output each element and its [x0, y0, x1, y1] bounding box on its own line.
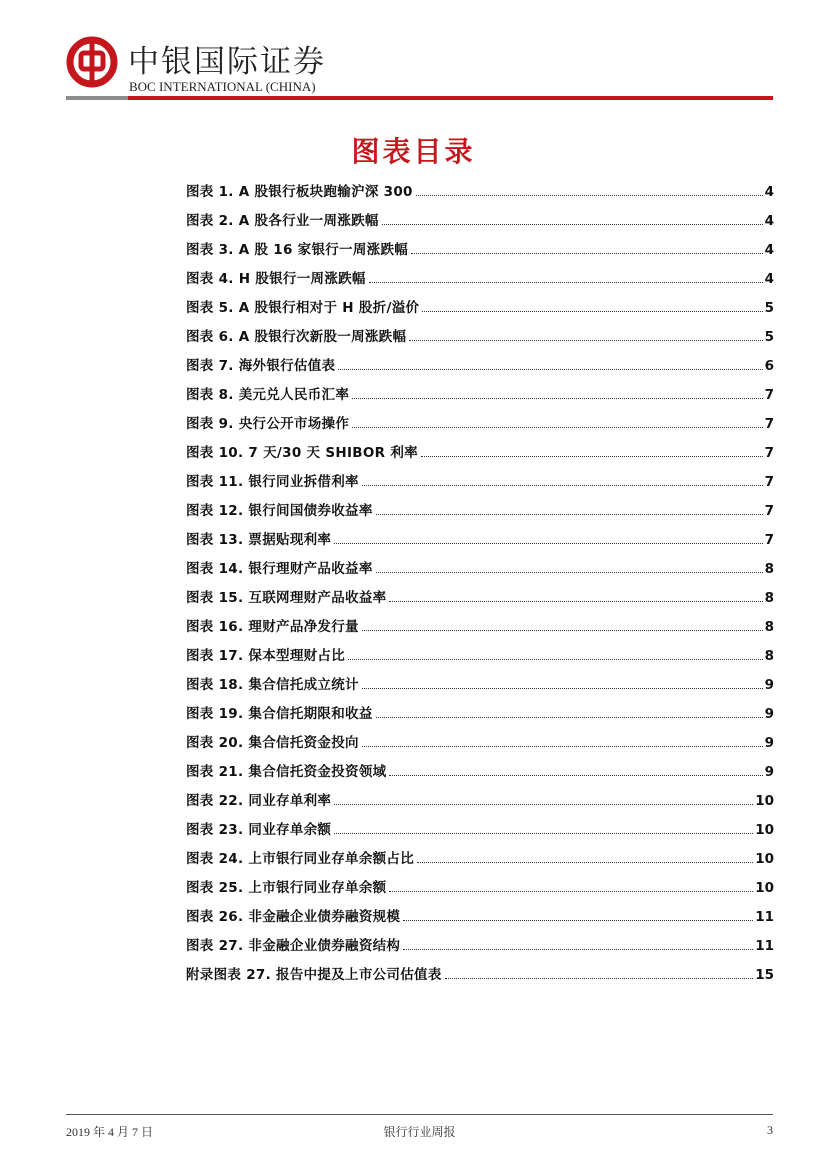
toc-entry[interactable] [186, 818, 774, 847]
toc-entry-label[interactable]: 图表 27. 非金融企业债券融资结构 [186, 938, 401, 954]
toc-entry-page[interactable]: 11 [755, 938, 774, 954]
toc-leader-dots [362, 746, 763, 747]
toc-leader-dots [382, 224, 763, 225]
toc-entry[interactable] [186, 325, 774, 354]
toc-entry-page[interactable]: 10 [755, 793, 774, 809]
toc-entry-label[interactable]: 图表 16. 理财产品净发行量 [186, 619, 359, 635]
toc-entry[interactable] [186, 296, 774, 325]
toc-entry-label[interactable]: 图表 25. 上市银行同业存单余额 [186, 880, 387, 896]
toc-entry[interactable] [186, 876, 774, 905]
toc-entry-label[interactable]: 图表 26. 非金融企业债券融资规模 [186, 909, 401, 925]
toc-entry-label[interactable]: 图表 1. A 股银行板块跑输沪深 300 [186, 184, 413, 200]
toc-entry-label[interactable]: 图表 5. A 股银行相对于 H 股折/溢价 [186, 300, 420, 316]
toc-entry-label[interactable]: 图表 8. 美元兑人民币汇率 [186, 387, 350, 403]
brand-name-cn: 中银国际证券 [128, 44, 326, 80]
toc-leader-dots [417, 862, 753, 863]
toc-leader-dots [362, 630, 763, 631]
header [66, 32, 773, 102]
toc-entry-page[interactable]: 6 [764, 358, 774, 374]
toc-entry-label[interactable]: 图表 17. 保本型理财占比 [186, 648, 346, 664]
toc-entry-page[interactable]: 4 [764, 213, 774, 229]
toc-entry[interactable] [186, 267, 774, 296]
toc-leader-dots [362, 485, 763, 486]
toc-entry[interactable] [186, 905, 774, 934]
toc-leader-dots [352, 427, 762, 428]
toc-entry-page[interactable]: 4 [764, 242, 774, 258]
toc-entry[interactable] [186, 441, 774, 470]
toc-leader-dots [411, 253, 763, 254]
toc-entry-label[interactable]: 图表 11. 银行同业拆借利率 [186, 474, 359, 490]
toc-leader-dots [338, 369, 762, 370]
toc-list [186, 180, 774, 992]
toc-entry[interactable] [186, 499, 774, 528]
toc-entry[interactable] [186, 789, 774, 818]
footer-report-name: 银行行业周报 [383, 1125, 456, 1139]
toc-entry-page[interactable]: 5 [764, 329, 774, 345]
toc-entry-page[interactable]: 9 [764, 677, 774, 693]
toc-entry-label[interactable]: 图表 3. A 股 16 家银行一周涨跌幅 [186, 242, 409, 258]
toc-entry-page[interactable]: 8 [764, 561, 774, 577]
toc-entry-label[interactable]: 图表 24. 上市银行同业存单余额占比 [186, 851, 415, 867]
toc-leader-dots [362, 688, 763, 689]
toc-entry-page[interactable]: 10 [755, 851, 774, 867]
toc-entry[interactable] [186, 673, 774, 702]
toc-entry-page[interactable]: 4 [764, 184, 774, 200]
toc-entry-page[interactable]: 8 [764, 590, 774, 606]
toc-leader-dots [445, 978, 754, 979]
toc-entry-page[interactable]: 9 [764, 735, 774, 751]
toc-entry-page[interactable]: 10 [755, 822, 774, 838]
footer-date: 2019 年 4 月 7 日 [66, 1125, 154, 1139]
toc-entry-label[interactable]: 图表 2. A 股各行业一周涨跌幅 [186, 213, 379, 229]
toc-leader-dots [389, 891, 753, 892]
toc-entry-page[interactable]: 7 [764, 445, 774, 461]
toc-entry-label[interactable]: 图表 22. 同业存单利率 [186, 793, 332, 809]
footer-page-number: 3 [767, 1123, 773, 1137]
toc-entry-page[interactable]: 11 [755, 909, 774, 925]
toc-entry-page[interactable]: 7 [764, 503, 774, 519]
toc-leader-dots [376, 572, 763, 573]
toc-entry-label[interactable]: 图表 4. H 股银行一周涨跌幅 [186, 271, 366, 287]
toc-entry-page[interactable]: 7 [764, 416, 774, 432]
toc-leader-dots [352, 398, 762, 399]
toc-entry[interactable] [186, 615, 774, 644]
toc-entry[interactable] [186, 586, 774, 615]
toc-entry[interactable] [186, 702, 774, 731]
footer [66, 1114, 773, 1145]
toc-entry-label[interactable]: 图表 6. A 股银行次新股一周涨跌幅 [186, 329, 407, 345]
toc-entry[interactable] [186, 934, 774, 963]
toc-entry-page[interactable]: 8 [764, 619, 774, 635]
toc-entry-label[interactable]: 图表 23. 同业存单余额 [186, 822, 332, 838]
brand-name-en: BOC INTERNATIONAL (CHINA) [129, 79, 316, 94]
toc-leader-dots [421, 456, 763, 457]
toc-leader-dots [376, 514, 763, 515]
toc-entry-label[interactable]: 图表 20. 集合信托资金投向 [186, 735, 359, 751]
toc-entry-label[interactable]: 图表 18. 集合信托成立统计 [186, 677, 359, 693]
toc-leader-dots [422, 311, 762, 312]
boc-logo-icon [66, 36, 118, 88]
toc-leader-dots [334, 804, 753, 805]
toc-leader-dots [334, 543, 762, 544]
toc-entry-page[interactable]: 9 [764, 706, 774, 722]
toc-entry-page[interactable]: 5 [764, 300, 774, 316]
toc-entry-label[interactable]: 图表 21. 集合信托资金投资领域 [186, 764, 387, 780]
toc-entry-label[interactable]: 图表 19. 集合信托期限和收益 [186, 706, 373, 722]
toc-entry-page[interactable]: 7 [764, 474, 774, 490]
toc-entry[interactable] [186, 412, 774, 441]
toc-entry[interactable] [186, 644, 774, 673]
toc-leader-dots [376, 717, 763, 718]
toc-entry-label[interactable]: 图表 10. 7 天/30 天 SHIBOR 利率 [186, 445, 418, 461]
toc-entry-label[interactable]: 图表 7. 海外银行估值表 [186, 358, 336, 374]
toc-leader-dots [409, 340, 762, 341]
toc-entry-label[interactable]: 图表 9. 央行公开市场操作 [186, 416, 350, 432]
toc-entry[interactable] [186, 963, 774, 992]
toc-entry-page[interactable]: 9 [764, 764, 774, 780]
toc-entry-label[interactable]: 图表 14. 银行理财产品收益率 [186, 561, 373, 577]
toc-entry[interactable] [186, 528, 774, 557]
toc-entry[interactable] [186, 557, 774, 586]
toc-entry-page[interactable]: 4 [764, 271, 774, 287]
toc-entry-label[interactable]: 图表 12. 银行间国债券收益率 [186, 503, 373, 519]
toc-entry-label[interactable]: 图表 15. 互联网理财产品收益率 [186, 590, 387, 606]
toc-entry[interactable] [186, 847, 774, 876]
toc-entry-page[interactable]: 7 [764, 387, 774, 403]
toc-entry[interactable] [186, 354, 774, 383]
toc-entry[interactable] [186, 731, 774, 760]
toc-entry[interactable] [186, 383, 774, 412]
toc-leader-dots [369, 282, 763, 283]
header-rule [66, 96, 773, 100]
toc-leader-dots [389, 601, 762, 602]
toc-entry-page[interactable]: 8 [764, 648, 774, 664]
toc-entry[interactable] [186, 470, 774, 499]
toc-leader-dots [334, 833, 753, 834]
toc-entry-label[interactable]: 图表 13. 票据贴现利率 [186, 532, 332, 548]
toc-entry[interactable] [186, 209, 774, 238]
toc-entry[interactable] [186, 760, 774, 789]
toc-entry-page[interactable]: 7 [764, 532, 774, 548]
toc-entry[interactable] [186, 238, 774, 267]
toc-leader-dots [403, 920, 753, 921]
toc-leader-dots [416, 195, 763, 196]
toc-entry-page[interactable]: 15 [755, 967, 774, 983]
toc-entry-label[interactable]: 附录图表 27. 报告中提及上市公司估值表 [186, 967, 442, 983]
toc-leader-dots [403, 949, 753, 950]
toc-title: 图表目录 [351, 135, 476, 168]
toc-entry-page[interactable]: 10 [755, 880, 774, 896]
toc-leader-dots [348, 659, 763, 660]
toc-leader-dots [389, 775, 762, 776]
toc-entry[interactable] [186, 180, 774, 209]
